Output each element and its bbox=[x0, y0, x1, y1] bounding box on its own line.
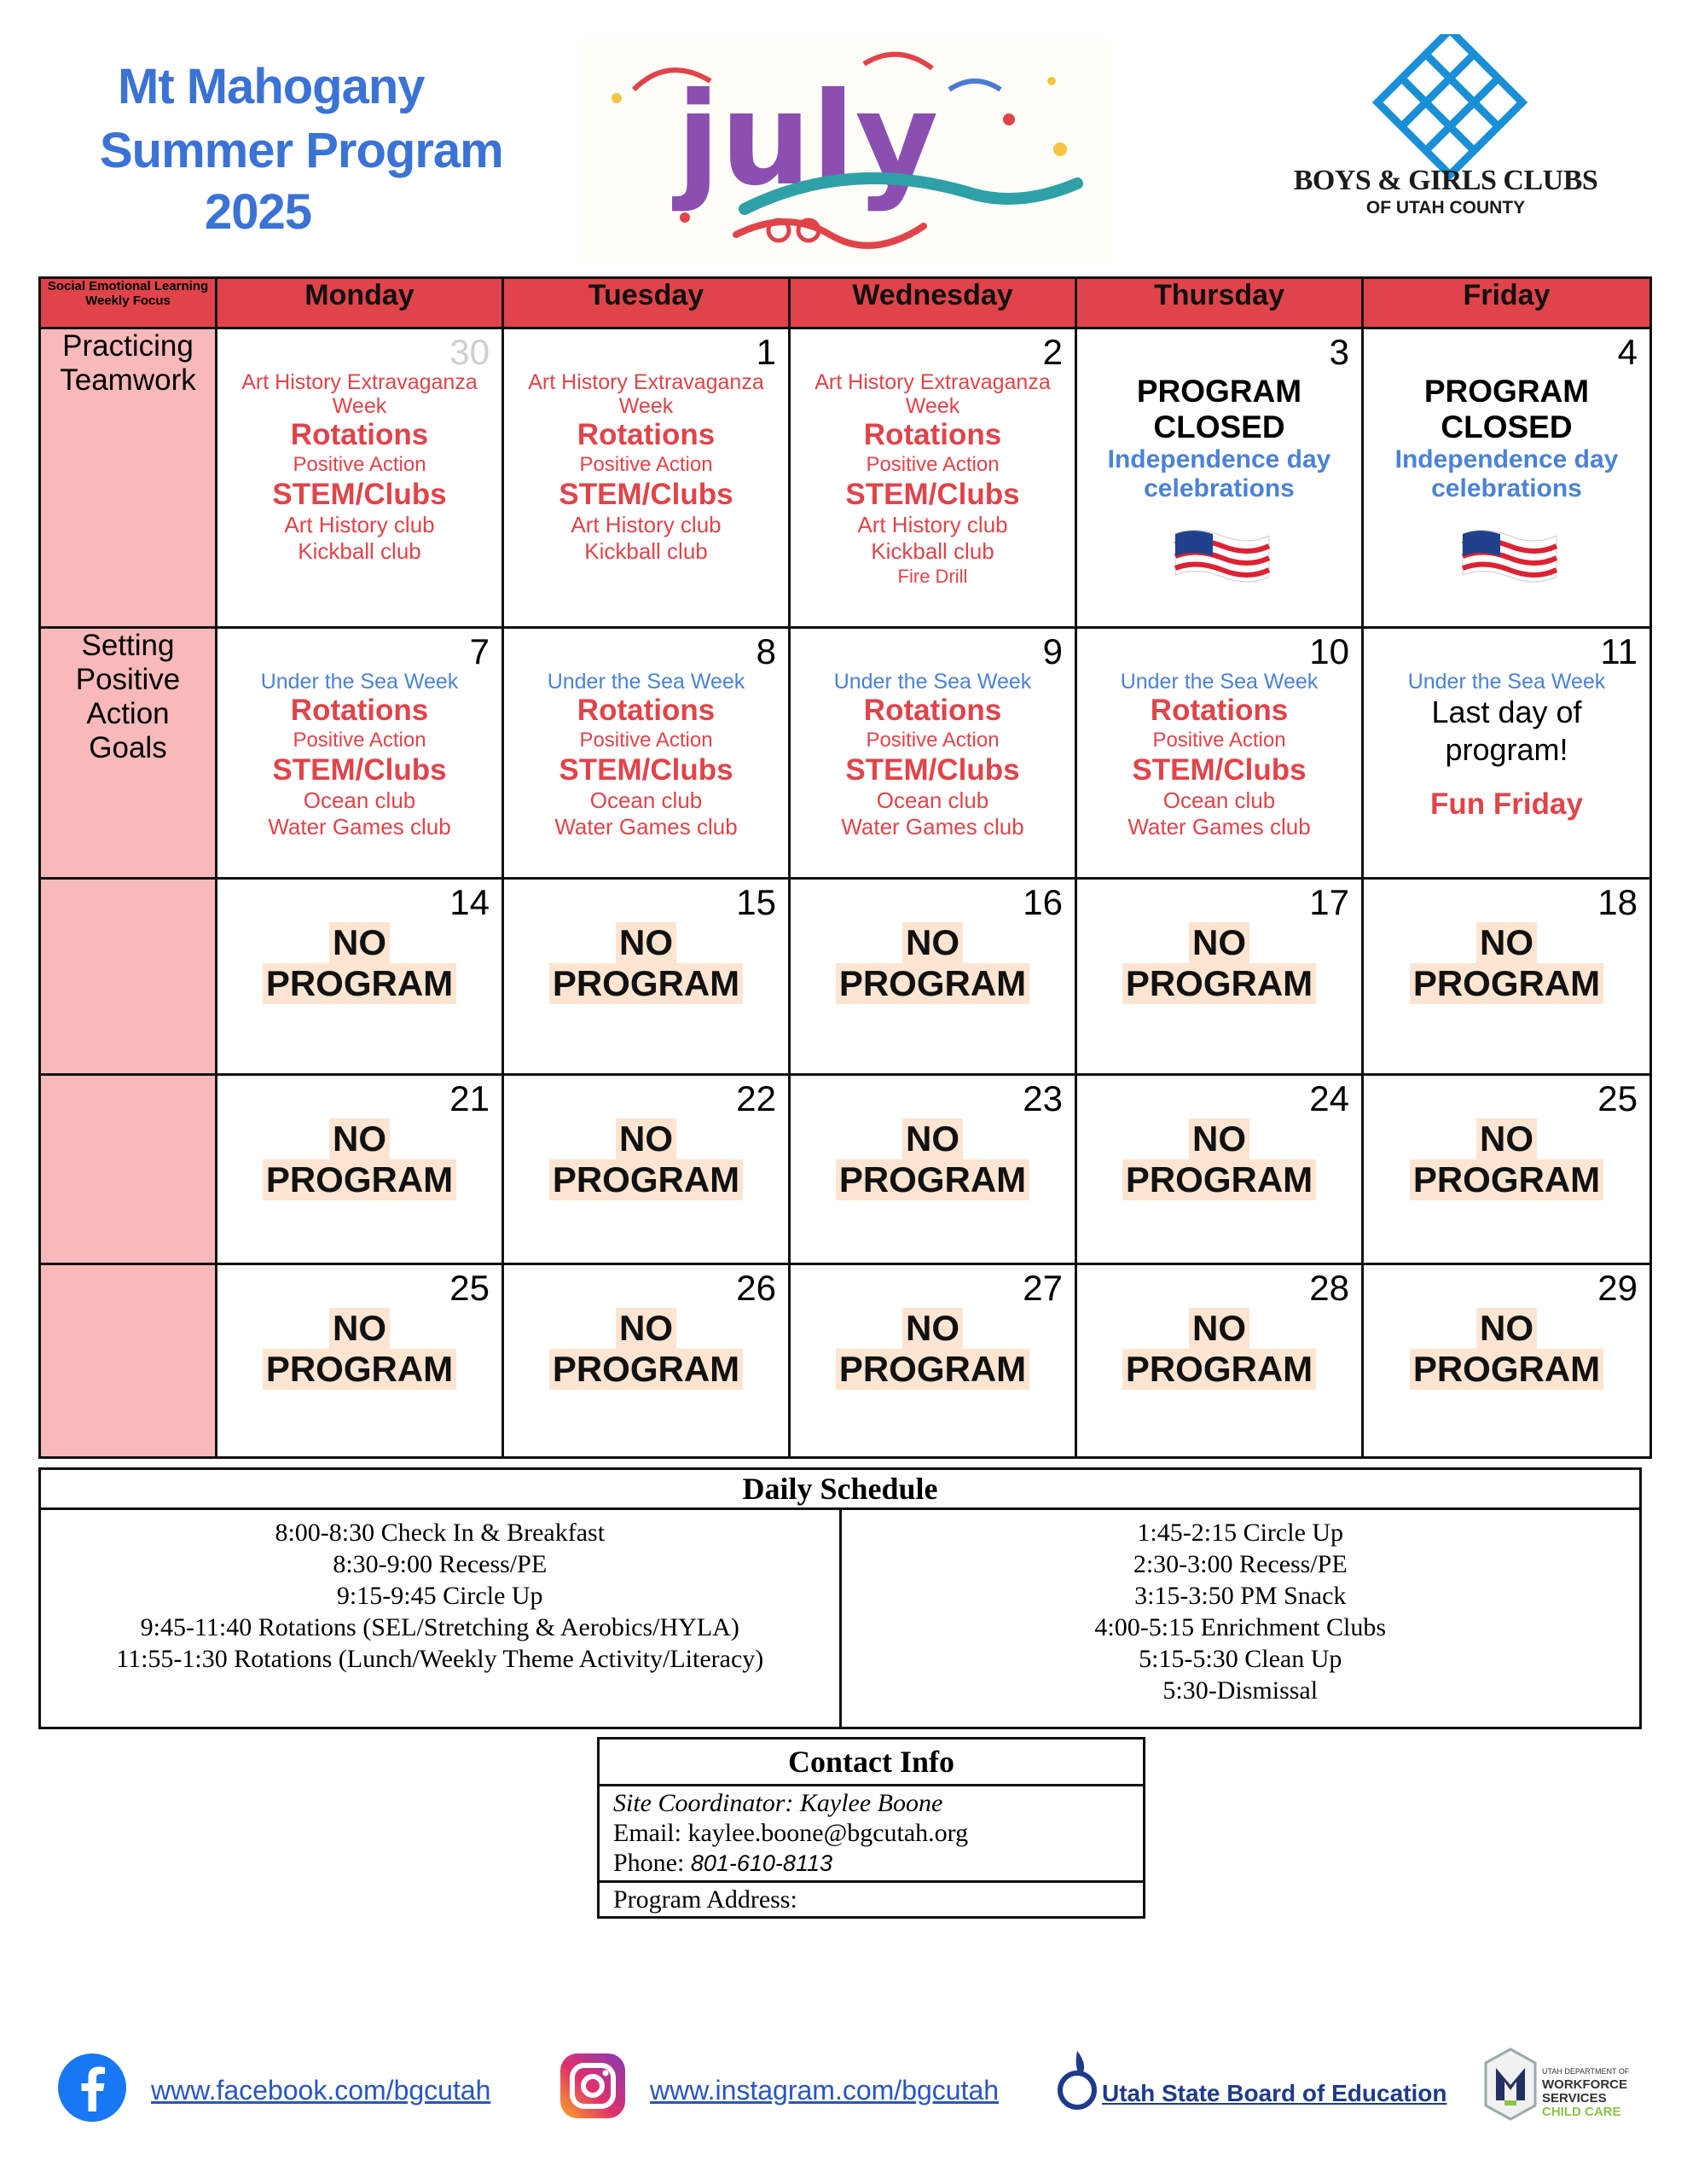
no-program-line-1: NO bbox=[616, 1308, 676, 1349]
day-header-thursday: Thursday bbox=[1076, 278, 1363, 328]
no-program-line-1: NO bbox=[329, 922, 390, 963]
contact-info bbox=[597, 1737, 1145, 1919]
day-cell bbox=[1363, 1074, 1651, 1264]
day-cell bbox=[1076, 1264, 1363, 1458]
schedule-item: 9:45-11:40 Rotations (SEL/Stretching & Aerobics/HYLA) bbox=[140, 1613, 739, 1641]
daily-schedule bbox=[38, 1467, 1642, 1729]
positive-action-label: Positive Action bbox=[579, 453, 713, 477]
day-cell bbox=[217, 1264, 503, 1458]
rotations-label: Rotations bbox=[863, 418, 1002, 452]
no-program-line-2: PROGRAM bbox=[549, 1159, 743, 1200]
no-program-line-1: NO bbox=[1476, 1308, 1537, 1349]
no-program-line-1: NO bbox=[1476, 1118, 1537, 1159]
date-number: 9 bbox=[1042, 631, 1063, 672]
rotations-label: Rotations bbox=[290, 694, 429, 728]
date-number: 29 bbox=[1597, 1268, 1638, 1309]
day-cell bbox=[1363, 1264, 1651, 1458]
club-label: Ocean club bbox=[876, 787, 989, 814]
club-label: Water Games club bbox=[841, 814, 1024, 840]
day-cell bbox=[790, 879, 1076, 1075]
day-cell bbox=[1076, 879, 1363, 1075]
rotations-label: Rotations bbox=[863, 694, 1002, 728]
schedule-item: 5:30-Dismissal bbox=[1162, 1676, 1319, 1705]
schedule-item: 11:55-1:30 Rotations (Lunch/Weekly Theme Activity/Literacy) bbox=[116, 1645, 764, 1673]
day-cell bbox=[790, 1074, 1076, 1264]
org-name: BOYS & GIRLS CLUBS bbox=[1293, 165, 1598, 196]
no-program-line-2: PROGRAM bbox=[1122, 1349, 1316, 1390]
day-header-wednesday: Wednesday bbox=[790, 278, 1076, 328]
stem-clubs-label: STEM/Clubs bbox=[845, 753, 1020, 787]
no-program-line-1: NO bbox=[902, 922, 963, 963]
date-number: 28 bbox=[1309, 1268, 1349, 1309]
us-flag-icon bbox=[1456, 526, 1558, 587]
weekly-theme: Art History Extravaganza Week bbox=[815, 370, 1051, 419]
program-title-line-3: 2025 bbox=[205, 184, 312, 240]
date-number: 8 bbox=[756, 631, 776, 672]
no-program-line-2: PROGRAM bbox=[1410, 1159, 1603, 1200]
independence-day-label: Independence day celebrations bbox=[1394, 445, 1619, 503]
date-number: 24 bbox=[1309, 1077, 1349, 1118]
no-program-line-1: NO bbox=[329, 1118, 390, 1159]
rotations-label: Rotations bbox=[577, 694, 716, 728]
contact-title: Contact Info bbox=[599, 1739, 1145, 1786]
weekly-theme: Art History Extravaganza Week bbox=[241, 370, 478, 419]
date-number: 22 bbox=[736, 1077, 776, 1118]
last-day-label: Last day of program! bbox=[1431, 694, 1582, 768]
day-cell bbox=[503, 328, 790, 628]
no-program-line-1: NO bbox=[902, 1118, 963, 1159]
facebook-icon[interactable] bbox=[56, 2052, 128, 2123]
rotations-label: Rotations bbox=[577, 418, 716, 452]
club-label: Water Games club bbox=[1128, 814, 1311, 840]
club-label: Water Games club bbox=[554, 814, 738, 840]
date-number: 1 bbox=[756, 332, 776, 373]
date-number: 27 bbox=[1023, 1268, 1063, 1309]
contact-email[interactable]: Email: kaylee.boone@bgcutah.org bbox=[613, 1819, 969, 1847]
schedule-item: 5:15-5:30 Clean Up bbox=[1139, 1645, 1342, 1673]
date-number: 30 bbox=[449, 332, 490, 373]
positive-action-label: Positive Action bbox=[293, 453, 426, 477]
schedule-item: 1:45-2:15 Circle Up bbox=[1137, 1519, 1344, 1547]
weekly-theme: Under the Sea Week bbox=[547, 670, 745, 694]
wfs-mid2: SERVICES bbox=[1542, 2091, 1607, 2106]
stem-clubs-label: STEM/Clubs bbox=[272, 753, 447, 787]
date-number: 16 bbox=[1023, 882, 1063, 922]
no-program-line-2: PROGRAM bbox=[1122, 963, 1316, 1004]
focus-week-4 bbox=[40, 1074, 217, 1264]
july-banner bbox=[583, 38, 1111, 264]
positive-action-label: Positive Action bbox=[866, 729, 1000, 752]
fire-drill-label: Fire Drill bbox=[897, 566, 968, 588]
schedule-item: 8:00-8:30 Check In & Breakfast bbox=[275, 1519, 606, 1547]
day-cell bbox=[1363, 628, 1651, 879]
date-number: 23 bbox=[1023, 1077, 1063, 1118]
date-number: 25 bbox=[449, 1268, 490, 1309]
club-label: Ocean club bbox=[303, 787, 416, 814]
focus-week-1: Practicing Teamwork bbox=[40, 328, 217, 628]
positive-action-label: Positive Action bbox=[293, 729, 426, 752]
no-program-line-2: PROGRAM bbox=[1410, 1349, 1603, 1390]
date-number: 18 bbox=[1597, 882, 1638, 922]
schedule-item: 2:30-3:00 Recess/PE bbox=[1133, 1550, 1348, 1578]
schedule-item: 3:15-3:50 PM Snack bbox=[1134, 1582, 1347, 1610]
fun-friday-label: Fun Friday bbox=[1430, 787, 1583, 822]
weekly-theme: Art History Extravaganza Week bbox=[528, 370, 764, 419]
club-label: Ocean club bbox=[1162, 787, 1276, 814]
day-header-monday: Monday bbox=[217, 278, 503, 328]
day-cell bbox=[1076, 328, 1363, 628]
no-program-line-1: NO bbox=[1189, 1308, 1249, 1349]
instagram-link[interactable]: www.instagram.com/bgcutah bbox=[650, 2075, 1000, 2106]
workforce-services-label bbox=[1542, 2065, 1629, 2119]
day-header-tuesday: Tuesday bbox=[503, 278, 790, 328]
date-number: 17 bbox=[1309, 882, 1349, 922]
club-label: Art History club bbox=[571, 512, 722, 538]
program-title-line-2: Summer Program bbox=[100, 123, 503, 178]
stem-clubs-label: STEM/Clubs bbox=[559, 478, 733, 512]
schedule-item: 8:30-9:00 Recess/PE bbox=[333, 1550, 548, 1578]
day-cell bbox=[1076, 1074, 1363, 1264]
focus-week-2: Setting Positive Action Goals bbox=[40, 628, 217, 879]
contact-phone-row bbox=[613, 1848, 1129, 1879]
day-cell bbox=[503, 1074, 790, 1264]
wfs-top: UTAH DEPARTMENT OF bbox=[1542, 2067, 1630, 2076]
program-closed-label: PROGRAM CLOSED bbox=[1136, 374, 1302, 445]
daily-schedule-title: Daily Schedule bbox=[40, 1469, 1641, 1509]
positive-action-label: Positive Action bbox=[579, 729, 713, 752]
club-label: Art History club bbox=[284, 512, 435, 538]
positive-action-label: Positive Action bbox=[1152, 729, 1286, 752]
independence-day-label: Independence day celebrations bbox=[1107, 445, 1331, 503]
usbe-label: Utah State Board of Education bbox=[1102, 2080, 1447, 2106]
day-cell bbox=[790, 1264, 1076, 1458]
weekly-theme: Under the Sea Week bbox=[833, 670, 1032, 694]
day-cell bbox=[217, 879, 503, 1075]
positive-action-label: Positive Action bbox=[866, 453, 1000, 477]
no-program-line-2: PROGRAM bbox=[549, 1349, 743, 1390]
no-program-line-1: NO bbox=[1476, 922, 1537, 963]
date-number: 11 bbox=[1600, 631, 1638, 672]
no-program-line-2: PROGRAM bbox=[263, 963, 456, 1004]
usbe-logo-icon bbox=[1055, 2048, 1099, 2116]
sel-focus-header: Social Emotional Learning Weekly Focus bbox=[40, 278, 217, 328]
club-label: Kickball club bbox=[584, 538, 708, 565]
no-program-line-2: PROGRAM bbox=[836, 1159, 1029, 1200]
weekly-theme: Under the Sea Week bbox=[260, 670, 459, 694]
date-number: 7 bbox=[469, 631, 490, 672]
workforce-services-logo-icon bbox=[1482, 2046, 1539, 2123]
weekly-theme: Under the Sea Week bbox=[1120, 670, 1319, 694]
no-program-line-1: NO bbox=[616, 922, 676, 963]
no-program-line-2: PROGRAM bbox=[836, 963, 1029, 1004]
date-number: 2 bbox=[1042, 332, 1063, 373]
no-program-line-1: NO bbox=[1189, 922, 1249, 963]
wfs-bottom: CHILD CARE bbox=[1542, 2105, 1621, 2119]
date-number: 14 bbox=[449, 882, 490, 922]
us-flag-icon bbox=[1168, 526, 1271, 587]
no-program-line-2: PROGRAM bbox=[263, 1159, 456, 1200]
weekly-theme: Under the Sea Week bbox=[1407, 670, 1606, 694]
club-label: Ocean club bbox=[589, 787, 703, 814]
program-closed-label: PROGRAM CLOSED bbox=[1423, 374, 1590, 445]
schedule-afternoon bbox=[840, 1509, 1641, 1728]
date-number: 25 bbox=[1597, 1077, 1638, 1118]
schedule-item: 9:15-9:45 Circle Up bbox=[336, 1582, 543, 1610]
club-label: Kickball club bbox=[298, 538, 421, 565]
club-label: Water Games club bbox=[268, 814, 451, 840]
date-number: 15 bbox=[736, 882, 776, 922]
facebook-link[interactable]: www.facebook.com/bgcutah bbox=[151, 2075, 491, 2106]
program-title-line-1: Mt Mahogany bbox=[118, 59, 425, 114]
day-cell bbox=[217, 328, 503, 628]
club-label: Art History club bbox=[857, 512, 1008, 538]
day-header-friday: Friday bbox=[1363, 278, 1651, 328]
day-cell bbox=[790, 628, 1076, 879]
date-number: 4 bbox=[1617, 332, 1638, 373]
july-wordmark: july bbox=[676, 66, 939, 214]
day-cell bbox=[217, 628, 503, 879]
no-program-line-2: PROGRAM bbox=[836, 1349, 1029, 1390]
no-program-line-1: NO bbox=[616, 1118, 676, 1159]
stem-clubs-label: STEM/Clubs bbox=[272, 478, 447, 512]
date-number: 3 bbox=[1329, 332, 1349, 373]
stem-clubs-label: STEM/Clubs bbox=[845, 478, 1020, 512]
no-program-line-2: PROGRAM bbox=[1410, 963, 1603, 1004]
day-cell bbox=[503, 1264, 790, 1458]
date-number: 10 bbox=[1309, 631, 1349, 672]
schedule-item: 4:00-5:15 Enrichment Clubs bbox=[1094, 1613, 1387, 1641]
no-program-line-1: NO bbox=[902, 1308, 963, 1349]
no-program-line-2: PROGRAM bbox=[549, 963, 743, 1004]
no-program-line-1: NO bbox=[329, 1308, 390, 1349]
day-cell bbox=[1363, 879, 1651, 1075]
instagram-icon[interactable] bbox=[559, 2052, 627, 2120]
july-calendar bbox=[38, 276, 1652, 1459]
club-label: Kickball club bbox=[871, 538, 994, 565]
day-cell bbox=[217, 1074, 503, 1264]
stem-clubs-label: STEM/Clubs bbox=[559, 753, 733, 787]
site-coordinator: Site Coordinator: Kaylee Boone bbox=[613, 1789, 943, 1817]
rotations-label: Rotations bbox=[290, 418, 429, 452]
date-number: 26 bbox=[736, 1268, 776, 1309]
rotations-label: Rotations bbox=[1150, 694, 1289, 728]
schedule-morning bbox=[40, 1509, 841, 1728]
phone-label: Phone: bbox=[613, 1849, 691, 1877]
focus-week-3 bbox=[40, 879, 217, 1075]
day-cell bbox=[1076, 628, 1363, 879]
org-subtitle: OF UTAH COUNTY bbox=[1365, 198, 1526, 218]
program-address: Program Address: bbox=[599, 1882, 1145, 1918]
contact-phone[interactable]: 801-610-8113 bbox=[690, 1850, 832, 1876]
day-cell bbox=[1363, 328, 1651, 628]
focus-week-5 bbox=[40, 1264, 217, 1458]
date-number: 21 bbox=[449, 1077, 490, 1118]
wfs-mid1: WORKFORCE bbox=[1542, 2077, 1627, 2092]
day-cell bbox=[503, 879, 790, 1075]
stem-clubs-label: STEM/Clubs bbox=[1132, 753, 1307, 787]
no-program-line-2: PROGRAM bbox=[263, 1349, 456, 1390]
day-cell bbox=[503, 628, 790, 879]
no-program-line-1: NO bbox=[1189, 1118, 1249, 1159]
no-program-line-2: PROGRAM bbox=[1122, 1159, 1316, 1200]
day-cell bbox=[790, 328, 1076, 628]
